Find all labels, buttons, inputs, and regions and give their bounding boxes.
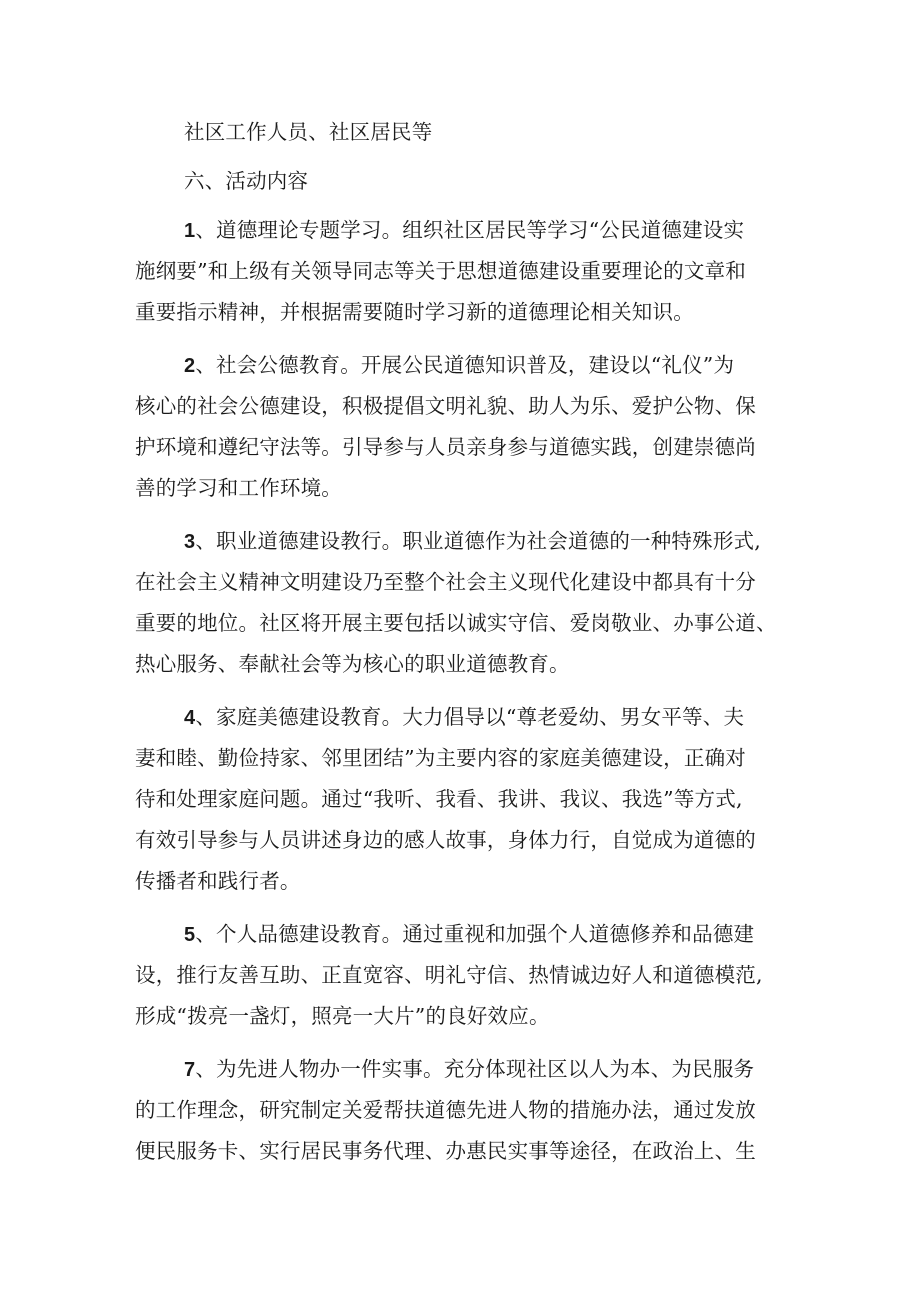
item-number: 3 bbox=[184, 531, 196, 553]
item-first-line bbox=[135, 210, 805, 251]
item-first-line bbox=[135, 914, 805, 955]
item-line: 有效引导参与人员讲述身边的感人故事，身体力行，自觉成为道德的 bbox=[135, 828, 756, 852]
item-line: 传播者和践行者。 bbox=[135, 869, 301, 893]
item-line: 善的学习和工作环境。 bbox=[135, 476, 342, 500]
item-line: 形成“拨亮一盏灯，照亮一大片”的良好效应。 bbox=[135, 1004, 550, 1028]
item-number: 2 bbox=[184, 355, 196, 377]
item-number: 1 bbox=[184, 220, 196, 242]
item-text: 、道德理论专题学习。组织社区居民等学习“公民道德建设实 bbox=[195, 218, 745, 242]
item-line: 热心服务、奉献社会等为核心的职业道德教育。 bbox=[135, 652, 570, 676]
item-text: 、家庭美德建设教育。大力倡导以“尊老爱幼、男女平等、夫 bbox=[195, 705, 745, 729]
item-line: 护环境和遵纪守法等。引导参与人员亲身参与道德实践，创建崇德尚 bbox=[135, 435, 756, 459]
item-line: 的工作理念，研究制定关爱帮扶道德先进人物的措施办法，通过发放 bbox=[135, 1098, 756, 1122]
content-item-2 bbox=[135, 345, 805, 509]
item-first-line bbox=[135, 521, 805, 562]
item-text: 、社会公德教育。开展公民道德知识普及，建设以“礼仪”为 bbox=[195, 353, 735, 377]
content-item-4 bbox=[135, 697, 805, 902]
item-number: 5 bbox=[184, 924, 196, 946]
intro-line: 社区工作人员、社区居民等 bbox=[184, 120, 433, 144]
item-first-line bbox=[135, 697, 805, 738]
item-number: 7 bbox=[184, 1059, 196, 1081]
content-item-1 bbox=[135, 210, 805, 333]
item-line: 便民服务卡、实行居民事务代理、办惠民实事等途径，在政治上、生 bbox=[135, 1139, 756, 1163]
content-item-5 bbox=[135, 914, 805, 1037]
item-first-line bbox=[135, 1049, 805, 1090]
item-number: 4 bbox=[184, 707, 196, 729]
item-line: 重要的地位。社区将开展主要包括以诚实守信、爱岗敬业、办事公道、 bbox=[135, 611, 777, 635]
item-line: 待和处理家庭问题。通过“我听、我看、我讲、我议、我选”等方式, bbox=[135, 787, 743, 811]
item-text: 、为先进人物办一件实事。充分体现社区以人为本、为民服务 bbox=[195, 1057, 755, 1081]
item-line: 施纲要”和上级有关领导同志等关于思想道德建设重要理论的文章和 bbox=[135, 259, 746, 283]
item-line: 设，推行友善互助、正直宽容、明礼守信、热情诚边好人和道德模范, bbox=[135, 963, 763, 987]
content-item-7 bbox=[135, 1049, 805, 1172]
item-line: 核心的社会公德建设，积极提倡文明礼貌、助人为乐、爱护公物、保 bbox=[135, 394, 756, 418]
item-line: 重要指示精神，并根据需要随时学习新的道德理论相关知识。 bbox=[135, 300, 694, 324]
section-heading: 六、活动内容 bbox=[184, 169, 309, 193]
document-body bbox=[135, 112, 805, 1172]
item-line: 妻和睦、勤俭持家、邻里团结”为主要内容的家庭美德建设，正确对 bbox=[135, 746, 746, 770]
item-text: 、个人品德建设教育。通过重视和加强个人道德修养和品德建 bbox=[195, 922, 755, 946]
item-line: 在社会主义精神文明建设乃至整个社会主义现代化建设中都具有十分 bbox=[135, 570, 756, 594]
item-text: 、职业道德建设教行。职业道德作为社会道德的一种特殊形式, bbox=[195, 529, 761, 553]
content-item-3 bbox=[135, 521, 805, 685]
item-first-line bbox=[135, 345, 805, 386]
